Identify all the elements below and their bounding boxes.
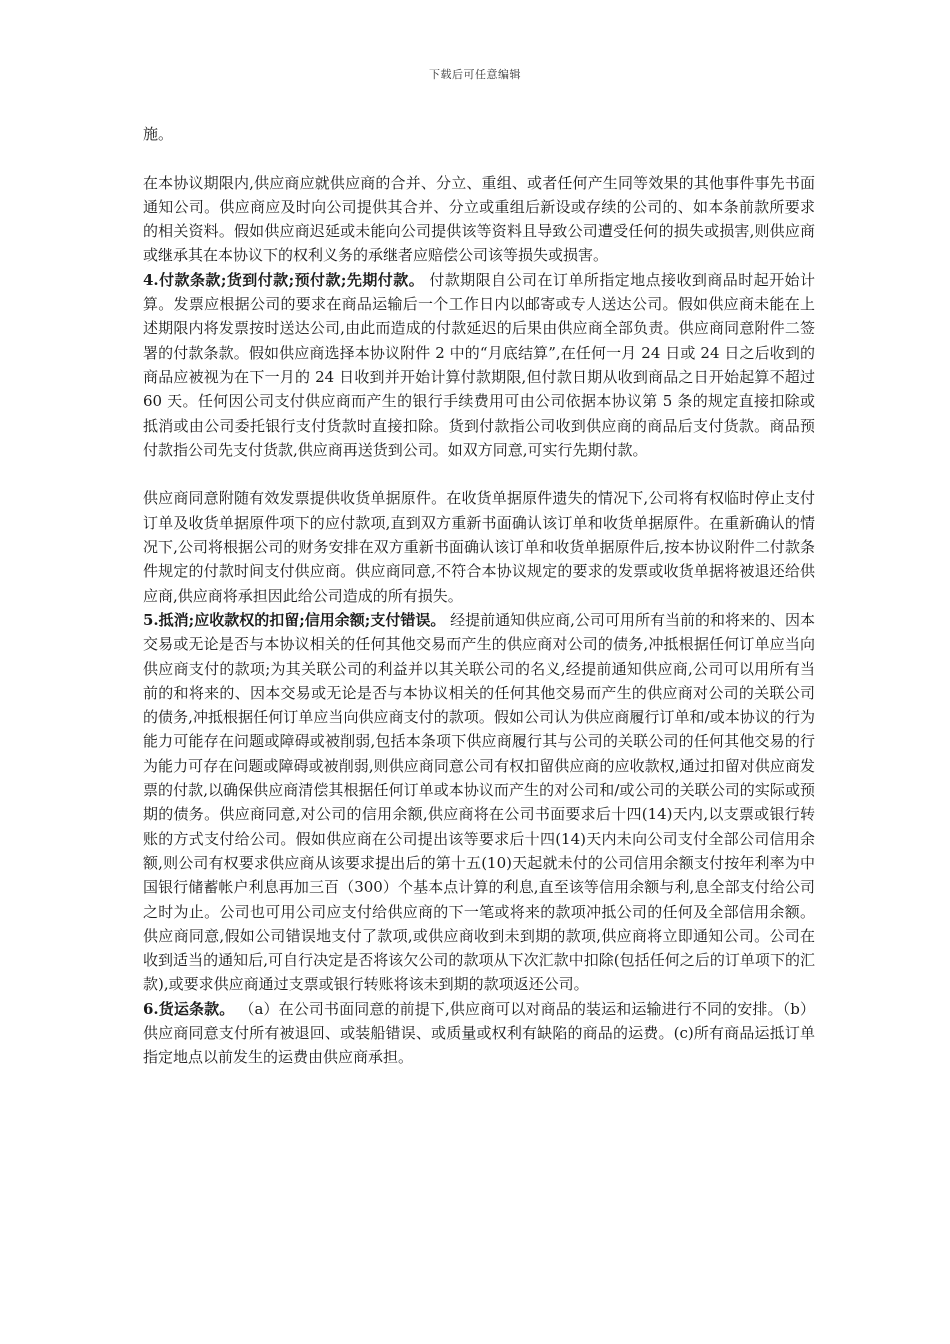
section-heading: 6.货运条款。 bbox=[143, 999, 235, 1018]
paragraph-fragment bbox=[143, 122, 815, 146]
blank-line bbox=[143, 462, 815, 486]
paragraph-text: 施。 bbox=[143, 125, 174, 143]
document-body bbox=[143, 122, 815, 1070]
section-text: （a）在公司书面同意的前提下,供应商可以对商品的装运和运输进行不同的安排。（b）供应商同意支付所有被退回、或装船错误、或质量或权利有缺陷的商品的运费。(c)所有商品运抵订单指定地点以前发生的运费由供应商承担。 bbox=[143, 999, 815, 1067]
section-5-set-off bbox=[143, 608, 815, 997]
section-4-payment-terms bbox=[143, 268, 815, 462]
section-text: 经提前通知供应商,公司可用所有当前的和将来的、因本交易或无论是否与本协议相关的任何其他交易而产生的供应商对公司的债务,冲抵根据任何订单应当向供应商支付的款项;为其关联公司的利益并以其关联公司的名义,经提前通知供应商,公司可以用所有当前的和将来的、因本交易或无论是否与本协议相关的任何其他交易而产生的供应商对公司的关联公司的债务,冲抵根据任何订单应当向供应商支付的款项。假如公司认为供应商履行订单和/或本协议的行为能力可能存在问题或障碍或被削弱,包括本条项下供应商履行其与公司的关联公司的任何其他交易的行为能力可存在问题或障碍或被削弱,则供应商同意公司有权扣留供应商的应收款权,通过扣留对供应商发票的付款,以确保供应商清偿其根据任何订单或本协议而产生的对公司和/或公司的关联公司的实际或预期的债务。供应商同意,对公司的信用余额,供应商将在公司书面要求后十四(14)天内,以支票或银行转账的方式支付给公司。假如供应商在公司提出该等要求后十四(14)天内未向公司支付全部公司信用余额,则公司有权要求供应商从该要求提出后的第十五(10)天起就未付的公司信用余额支付按年利率为中国银行储蓄帐户利息再加三百（300）个基本点计算的利息,直至该等信用余额与利,息全部支付给公司之时为止。公司也可用公司应支付给供应商的下一笔或将来的款项冲抵公司的任何及全部信用余额。供应商同意,假如公司错误地支付了款项,或供应商收到未到期的款项,供应商将立即通知公司。公司在收到适当的通知后,可自行决定是否将该欠公司的款项从下次汇款中扣除(包括任何之后的订单项下的汇款),或要求供应商通过支票或银行转账将该未到期的款项返还公司。 bbox=[143, 610, 815, 994]
section-6-shipping-terms bbox=[143, 997, 815, 1070]
blank-line bbox=[143, 146, 815, 170]
section-heading: 4.付款条款;货到付款;预付款;先期付款。 bbox=[143, 270, 425, 289]
paragraph-receipt-documents bbox=[143, 486, 815, 607]
section-heading: 5.抵消;应收款权的扣留;信用余额;支付错误。 bbox=[143, 610, 446, 629]
paragraph-text: 供应商同意附随有效发票提供收货单据原件。在收货单据原件遗失的情况下,公司将有权临时停止支付订单及收货单据原件项下的应付款项,直到双方重新书面确认该订单和收货单据原件。在重新确认的情况下,公司将根据公司的财务安排在双方重新书面确认该订单和收货单据原件后,按本协议附件二付款条件规定的付款时间支付供应商。供应商同意,不符合本协议规定的要求的发票或收货单据将被退还给供应商,供应商将承担因此给公司造成的所有损失。 bbox=[143, 489, 815, 605]
section-text: 付款期限自公司在订单所指定地点接收到商品时起开始计算。发票应根据公司的要求在商品运输后一个工作日内以邮寄或专人送达公司。假如供应商未能在上述期限内将发票按时送达公司,由此而造成的付款延迟的后果由供应商全部负责。供应商同意附件二签署的付款条款。假如供应商选择本协议附件 2 中的“月底结算”,在任何一月 24 日或 24 日之后收到的商品应被视为在下一月的 24 日收到并开始计算付款期限,但付款日期从收到商品之日开始起算不超过 60 天。任何因公司支付供应商而产生的银行手续费用可由公司依据本协议第 5 条的规定直接扣除或抵消或由公司委托银行支付货款时直接扣除。货到付款指公司收到供应商的商品后支付货款。商品预付款指公司先支付货款,供应商再送货到公司。如双方同意,可实行先期付款。 bbox=[143, 270, 815, 459]
paragraph-merger-notice bbox=[143, 171, 815, 268]
page-header: 下载后可任意编辑 bbox=[429, 68, 521, 81]
paragraph-text: 在本协议期限内,供应商应就供应商的合并、分立、重组、或者任何产生同等效果的其他事件事先书面通知公司。供应商应及时向公司提供其合并、分立或重组后新设或存续的公司的、如本条前款所要求的相关资料。假如供应商迟延或未能向公司提供该等资料且导致公司遭受任何的损失或损害,则供应商或继承其在本协议下的权利义务的承继者应赔偿公司该等损失或损害。 bbox=[143, 173, 815, 265]
